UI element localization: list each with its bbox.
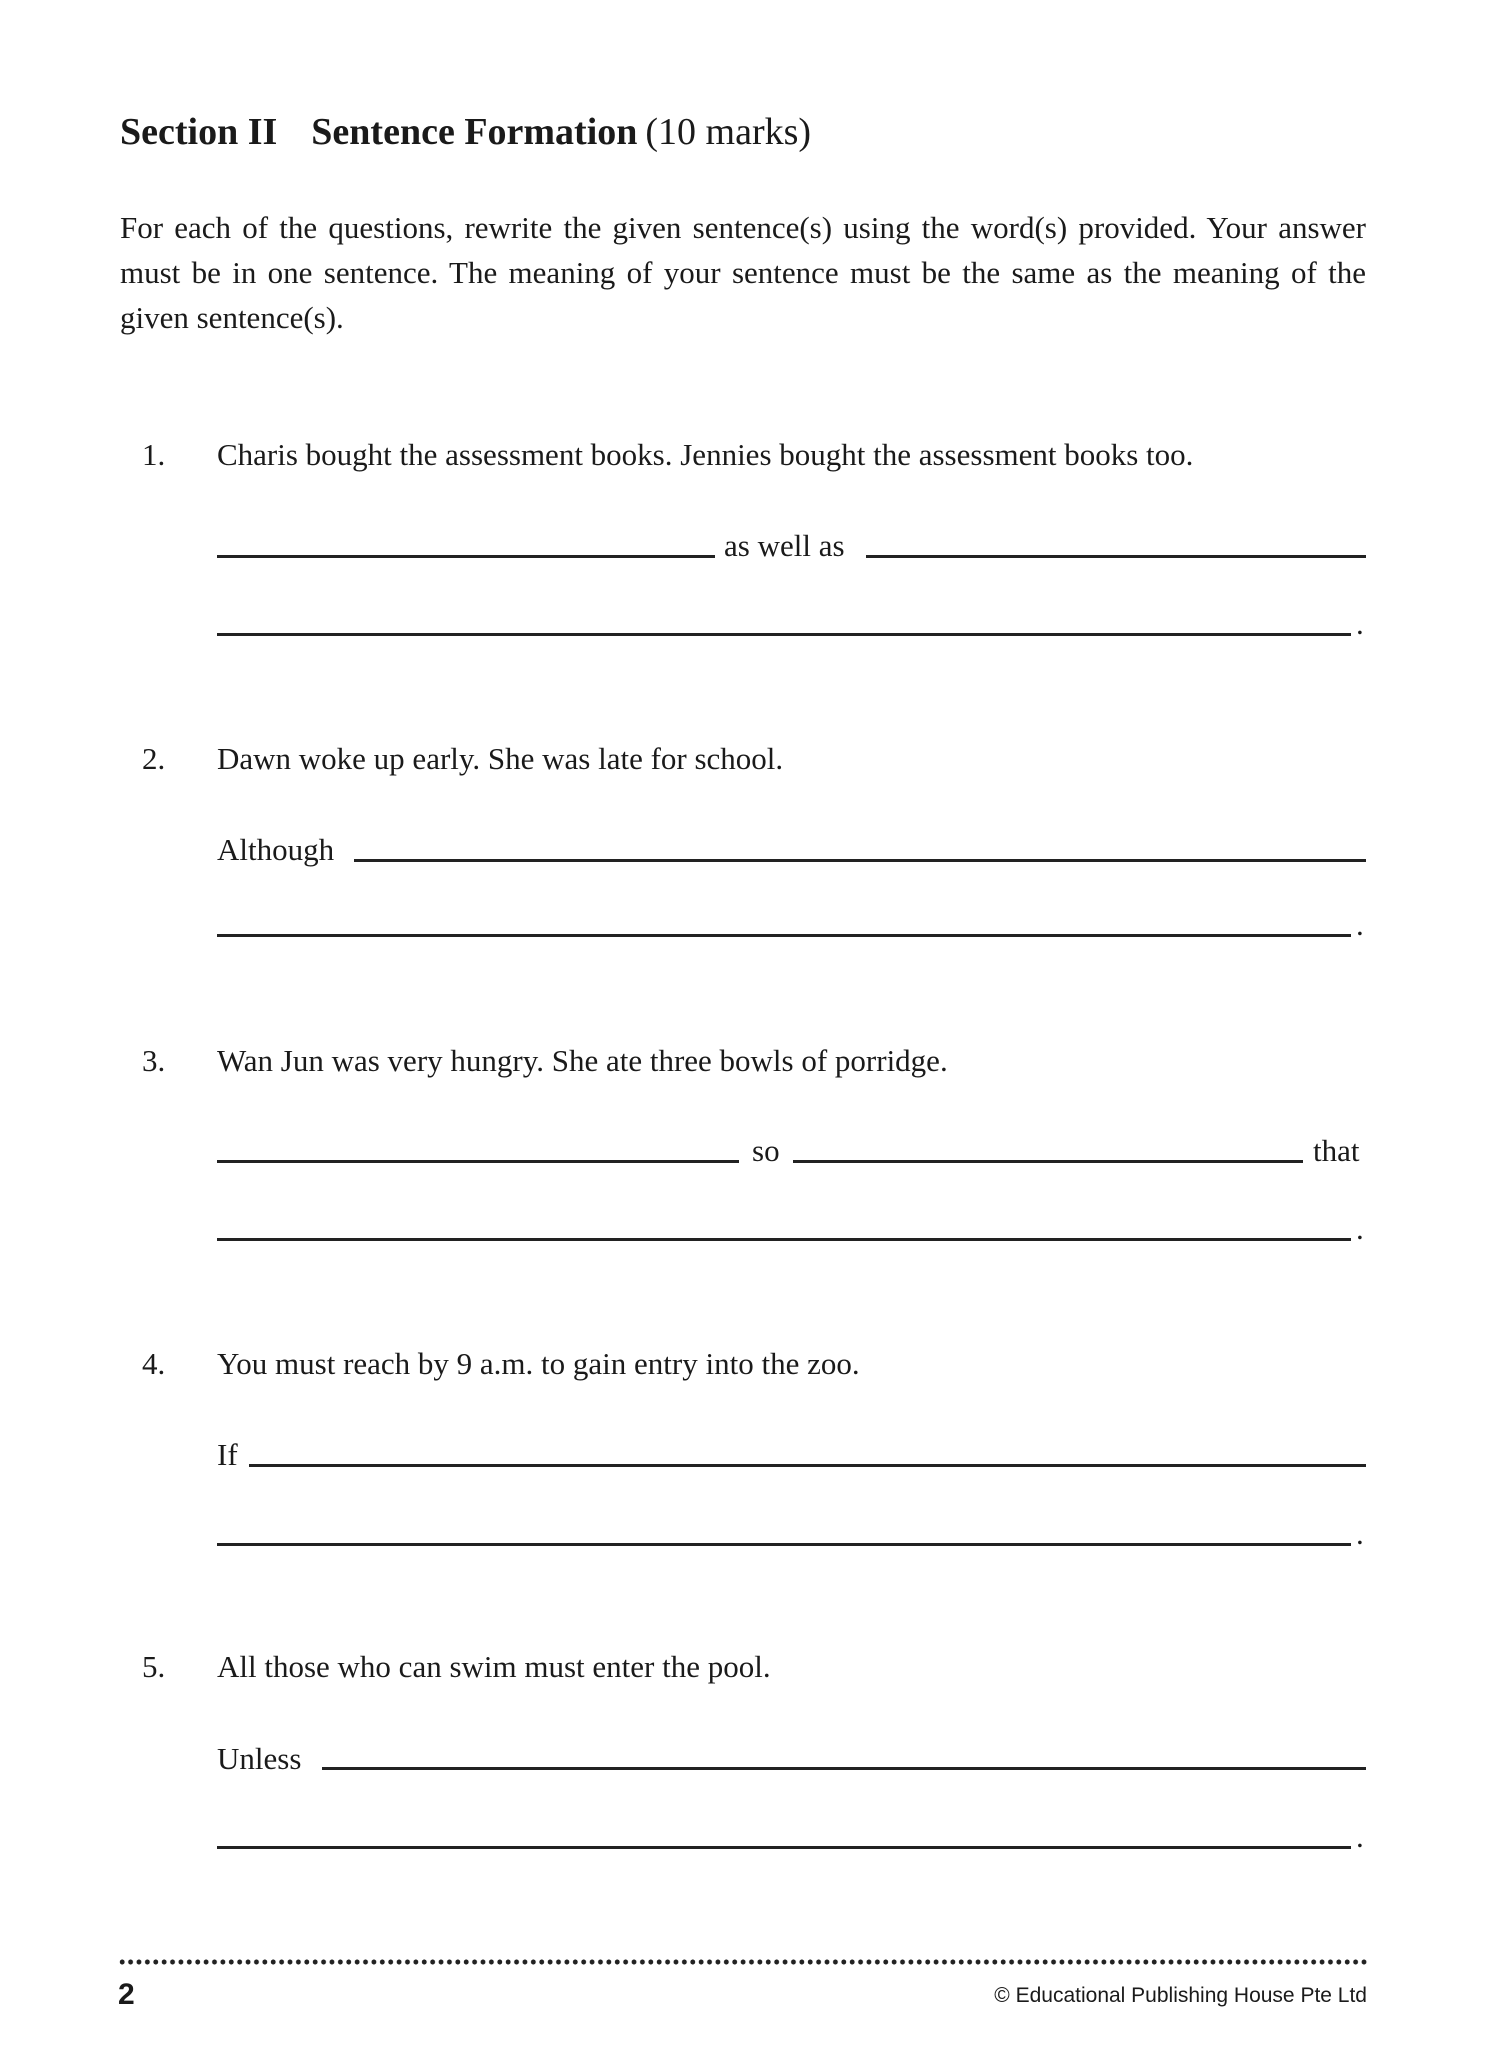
connector-word: Although <box>217 832 335 867</box>
full-stop: . <box>1356 606 1364 641</box>
answer-line[interactable] <box>217 555 715 558</box>
answer-line[interactable] <box>217 1543 1351 1546</box>
full-stop: . <box>1356 1211 1364 1246</box>
instructions: For each of the questions, rewrite the given sentence(s) using the word(s) provided. Your answer must be in one sentence. The meaning of your sentence must be the same as the meaning of the given sentence(s). <box>120 210 1366 335</box>
answer-line[interactable] <box>249 1464 1366 1467</box>
question-text: Dawn woke up early. She was late for school. <box>217 741 784 776</box>
question-text: Wan Jun was very hungry. She ate three bowls of porridge. <box>217 1043 948 1078</box>
answer-line[interactable] <box>217 1846 1351 1849</box>
section-name: Sentence Formation <box>311 111 638 153</box>
full-stop: . <box>1356 1516 1364 1551</box>
question-number: 1. <box>142 437 166 472</box>
answer-line[interactable] <box>217 633 1351 636</box>
connector-word: so <box>752 1133 780 1168</box>
question-number: 2. <box>142 741 166 776</box>
page-number: 2 <box>118 1978 135 2011</box>
connector-word: as well as <box>724 528 845 563</box>
answer-line[interactable] <box>793 1160 1303 1163</box>
answer-line[interactable] <box>217 1238 1351 1241</box>
answer-line[interactable] <box>354 859 1366 862</box>
connector-word: Unless <box>217 1741 302 1776</box>
question-number: 4. <box>142 1346 166 1381</box>
question-number: 5. <box>142 1649 166 1684</box>
question-number: 3. <box>142 1043 166 1078</box>
connector-word: that <box>1313 1133 1360 1168</box>
full-stop: . <box>1356 907 1364 942</box>
footer-divider <box>118 1958 1368 1966</box>
question-text: You must reach by 9 a.m. to gain entry into the zoo. <box>217 1346 860 1381</box>
full-stop: . <box>1356 1819 1364 1854</box>
answer-line[interactable] <box>217 1160 739 1163</box>
connector-word: If <box>217 1437 238 1472</box>
section-marks: (10 marks) <box>645 111 812 153</box>
copyright-notice: © Educational Publishing House Pte Ltd <box>994 1984 1367 2007</box>
answer-line[interactable] <box>322 1767 1366 1770</box>
question-text: All those who can swim must enter the pool. <box>217 1649 771 1684</box>
answer-line[interactable] <box>866 555 1366 558</box>
section-number: Section II <box>120 111 278 153</box>
answer-line[interactable] <box>217 934 1351 937</box>
section-title <box>120 110 811 154</box>
question-text: Charis bought the assessment books. Jennies bought the assessment books too. <box>217 437 1194 472</box>
